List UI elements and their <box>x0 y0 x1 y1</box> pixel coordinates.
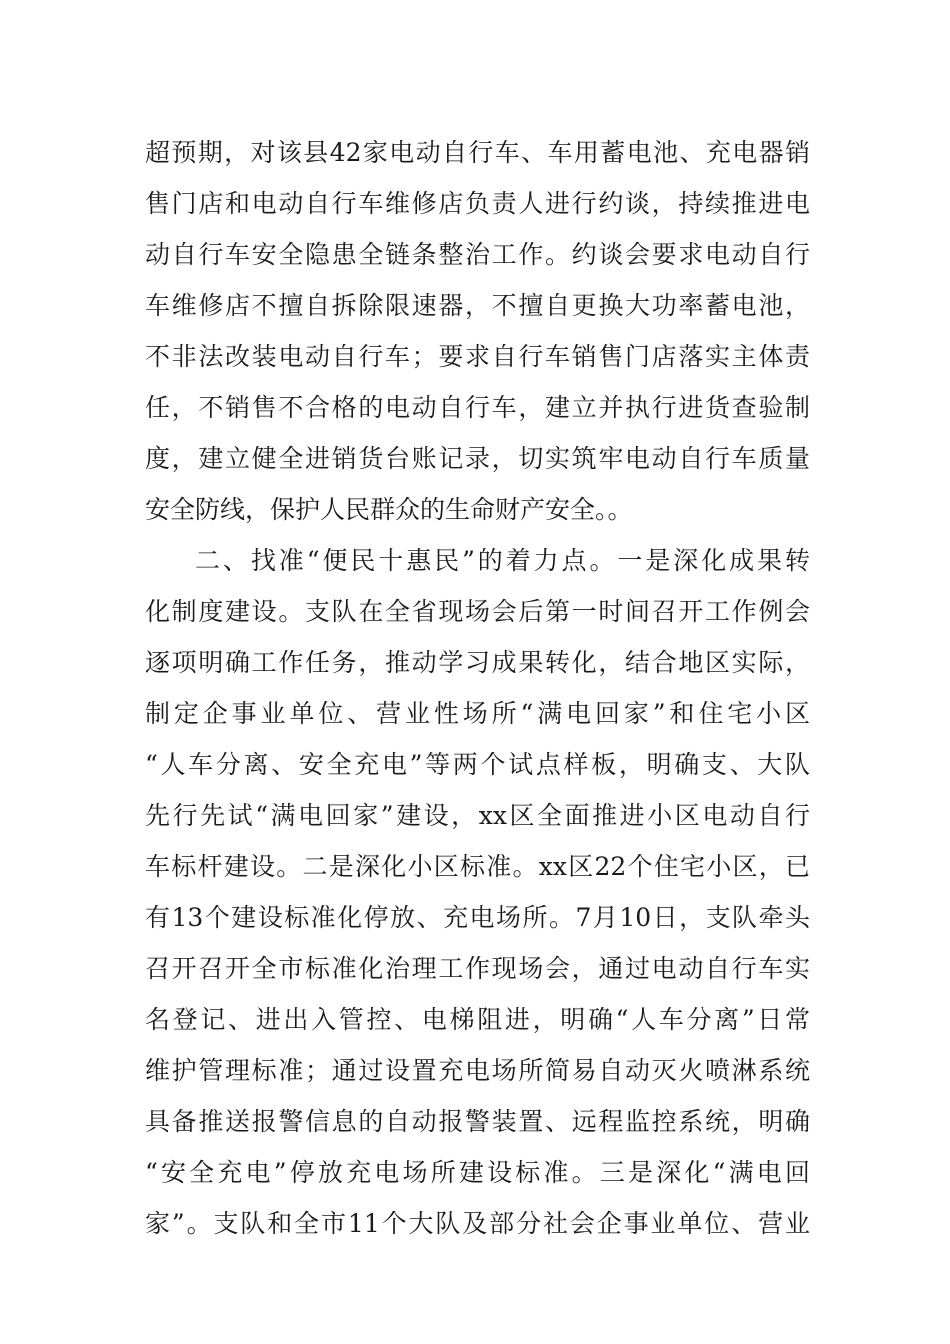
text-line-18: 名登记、进出入管控、电梯阻进，明确“人车分离”日常 <box>145 1005 810 1034</box>
text-line-13: “人车分离、安全充电”等两个试点样板，明确支、大队 <box>145 750 810 779</box>
text-line-6: 任，不销售不合格的电动自行车，建立并执行进货查验制 <box>145 393 810 422</box>
text-line-9: 二、找准“便民十惠民”的着力点。一是深化成果转 <box>195 546 810 575</box>
text-line-8: 安全防线，保护人民群众的生命财产安全。。 <box>145 495 633 524</box>
text-line-4: 车维修店不擅自拆除限速器，不擅自更换大功率蓄电池， <box>145 291 810 320</box>
text-line-1: 超预期，对该县42家电动自行车、车用蓄电池、充电器销 <box>145 138 810 167</box>
text-line-17: 召开召开全市标准化治理工作现场会，通过电动自行车实 <box>145 954 810 983</box>
text-line-3: 动自行车安全隐患全链条整治工作。约谈会要求电动自行 <box>145 240 810 269</box>
text-line-22: 家”。支队和全市11个大队及部分社会企事业单位、营业 <box>145 1209 810 1238</box>
text-line-2: 售门店和电动自行车维修店负责人进行约谈，持续推进电 <box>145 189 810 218</box>
text-line-7: 度，建立健全进销货台账记录，切实筑牢电动自行车质量 <box>145 444 810 473</box>
text-line-12: 制定企事业单位、营业性场所“满电回家”和住宅小区 <box>145 699 810 728</box>
text-line-21: “安全充电”停放充电场所建设标准。三是深化“满电回 <box>145 1158 810 1187</box>
text-line-19: 维护管理标准；通过设置充电场所简易自动灭火喷淋系统 <box>145 1056 810 1085</box>
text-line-11: 逐项明确工作任务，推动学习成果转化，结合地区实际， <box>145 648 810 677</box>
text-line-15: 车标杆建设。二是深化小区标准。xx区22个住宅小区，已 <box>145 852 810 881</box>
text-line-5: 不非法改装电动自行车；要求自行车销售门店落实主体责 <box>145 342 810 371</box>
text-line-14: 先行先试“满电回家”建设，xx区全面推进小区电动自行 <box>145 801 810 830</box>
text-line-10: 化制度建设。支队在全省现场会后第一时间召开工作例会 <box>145 597 810 626</box>
text-line-20: 具备推送报警信息的自动报警装置、远程监控系统，明确 <box>145 1107 810 1136</box>
text-line-16: 有13个建设标准化停放、充电场所。7月10日，支队牵头 <box>145 903 810 932</box>
